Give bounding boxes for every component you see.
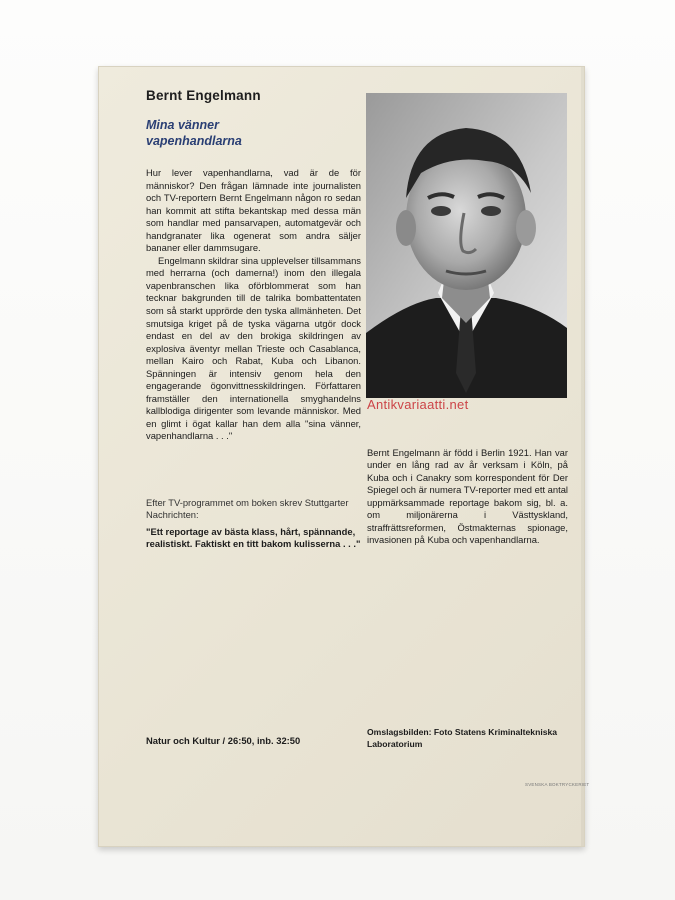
watermark-text: Antikvariaatti.net: [367, 397, 469, 412]
photo-credit: Omslagsbilden: Foto Statens Kriminaltekniska Laboratorium: [367, 727, 558, 749]
title-line-2: vapenhandlarna: [146, 134, 242, 148]
publisher-price: Natur och Kultur / 26:50, inb. 32:50: [146, 735, 301, 746]
title-line-1: Mina vänner: [146, 118, 219, 132]
author-name: Bernt Engelmann: [146, 88, 261, 103]
quote-intro: Efter TV-programmet om boken skrev Stuttgarter Nachrichten:: [146, 497, 349, 521]
press-quote: "Ett reportage av bästa klass, hårt, spännande, realistiskt. Faktiskt en titt bakom kulisserna . . .": [146, 526, 361, 550]
printer-mark: SVENSKA BOKTRYCKERIET: [525, 782, 590, 787]
author-bio: Bernt Engelmann är född i Berlin 1921. Han var under en lång rad av år verksam i Köln, på Kuba och i Canakry som korrespondent för Der Spiegel och är numera TV-reporter med ett antal uppmärksammade reportage bakom sig, bl. a. om miljonärerna i Västtyskland, straffrättsreformen, Östmakternas spionage, invasionen på Kuba och vapenhandlarna.: [367, 447, 568, 546]
author-portrait-photo: [366, 93, 567, 398]
blurb-paragraph-2: Engelmann skildrar sina upplevelser tillsammans med herrarna (och damerna!) inom den illegala vapenbranschen lika oförblommerat som han tecknar bakgrunden till de talrika bombattentaten som så starkt upprörde den tyska allmänheten. Det smutsiga kriget på de tyska vägarna utgör dock endast en del av den brokiga skildringen av explosiva äventyr mellan Trieste och Casablanca, mellan Kairo och Rabat, Kuba och Libanon. Spänningen är intensiv genom hela den engagerande ögonvittnesskildringen. Författaren framställer den internationella smyghandelns kallblodiga dirigenter som levande människor. Med en glimt i ögat kallar han dem alla "sina vänner, vapenhandlarna . . .": [146, 254, 361, 442]
portrait-image: [366, 93, 567, 398]
blurb-text: [146, 167, 361, 443]
blurb-paragraph-1: Hur lever vapenhandlarna, vad är de för människor? Den frågan lämnade inte journalisten och TV-reportern Bernt Engelmann någon ro sedan han kommit att stifta bekantskap med dessa män som handlar med pansarvapen, automatgevär och handgranater lika ogenerat som andra säljer bananer eller dammsugare.: [146, 167, 361, 254]
book-title: [146, 117, 356, 149]
